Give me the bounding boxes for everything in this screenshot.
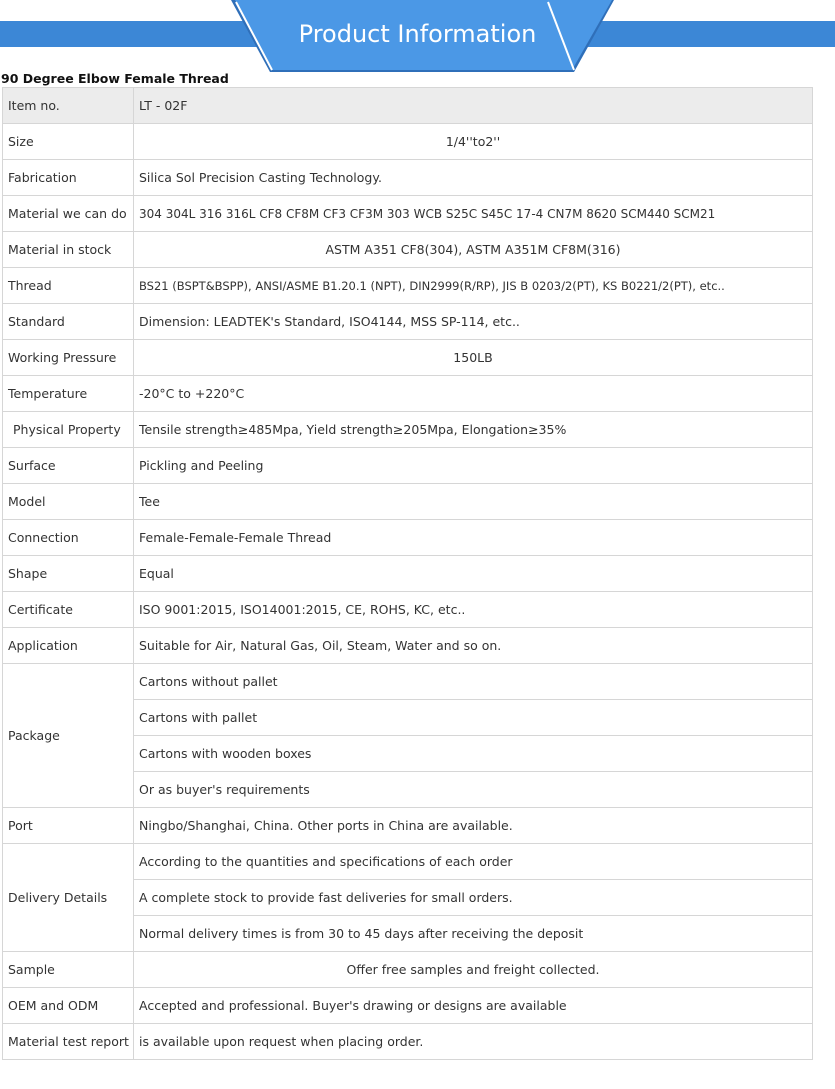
table-row — [3, 376, 813, 412]
table-row — [3, 808, 813, 844]
row-label: Physical Property — [3, 412, 134, 448]
spec-table — [2, 87, 813, 1060]
package-label: Package — [3, 664, 134, 808]
sample-label: Sample — [3, 952, 134, 988]
table-row — [3, 340, 813, 376]
table-row — [3, 448, 813, 484]
package-value: Cartons with pallet — [134, 700, 813, 736]
table-row — [3, 628, 813, 664]
package-value: Cartons with wooden boxes — [134, 736, 813, 772]
test-report-label: Material test report — [3, 1024, 134, 1060]
test-report-value: is available upon request when placing order. — [134, 1024, 813, 1060]
row-label: Material in stock — [3, 232, 134, 268]
row-label: Thread — [3, 268, 134, 304]
oem-value: Accepted and professional. Buyer's drawing or designs are available — [134, 988, 813, 1024]
row-value: ASTM A351 CF8(304), ASTM A351M CF8M(316) — [134, 232, 813, 268]
row-label: Material we can do — [3, 196, 134, 232]
row-value: LT - 02F — [134, 88, 813, 124]
table-row — [3, 556, 813, 592]
table-row — [3, 160, 813, 196]
package-value: Cartons without pallet — [134, 664, 813, 700]
port-label: Port — [3, 808, 134, 844]
row-value: ISO 9001:2015, ISO14001:2015, CE, ROHS, KC, etc.. — [134, 592, 813, 628]
row-value: Dimension: LEADTEK's Standard, ISO4144, MSS SP-114, etc.. — [134, 304, 813, 340]
row-value: BS21 (BSPT&BSPP), ANSI/ASME B1.20.1 (NPT), DIN2999(R/RP), JIS B 0203/2(PT), KS B0221/2(PT), etc.. — [134, 268, 813, 304]
table-row — [3, 664, 813, 700]
delivery-value: Normal delivery times is from 30 to 45 days after receiving the deposit — [134, 916, 813, 952]
table-row — [3, 952, 813, 988]
row-label: Working Pressure — [3, 340, 134, 376]
table-row — [3, 484, 813, 520]
table-row — [3, 844, 813, 880]
row-value: 304 304L 316 316L CF8 CF8M CF3 CF3M 303 WCB S25C S45C 17-4 CN7M 8620 SCM440 SCM21 — [134, 196, 813, 232]
table-row — [3, 304, 813, 340]
table-row — [3, 268, 813, 304]
port-value: Ningbo/Shanghai, China. Other ports in China are available. — [134, 808, 813, 844]
row-label: Model — [3, 484, 134, 520]
package-value: Or as buyer's requirements — [134, 772, 813, 808]
row-label: Item no. — [3, 88, 134, 124]
row-value: Female-Female-Female Thread — [134, 520, 813, 556]
row-label: Fabrication — [3, 160, 134, 196]
table-row — [3, 412, 813, 448]
row-value: 150LB — [134, 340, 813, 376]
row-value: -20°C to +220°C — [134, 376, 813, 412]
row-label: Application — [3, 628, 134, 664]
sample-value: Offer free samples and freight collected. — [134, 952, 813, 988]
row-value: Tensile strength≥485Mpa, Yield strength≥205Mpa, Elongation≥35% — [134, 412, 813, 448]
row-value: Silica Sol Precision Casting Technology. — [134, 160, 813, 196]
row-label: Certificate — [3, 592, 134, 628]
table-row — [3, 988, 813, 1024]
row-value: Tee — [134, 484, 813, 520]
row-label: Temperature — [3, 376, 134, 412]
row-value: 1/4''to2'' — [134, 124, 813, 160]
banner-title: Product Information — [298, 20, 537, 48]
table-row — [3, 1024, 813, 1060]
row-label: Shape — [3, 556, 134, 592]
table-row — [3, 232, 813, 268]
table-row — [3, 520, 813, 556]
delivery-value: A complete stock to provide fast deliveries for small orders. — [134, 880, 813, 916]
row-label: Connection — [3, 520, 134, 556]
product-subtitle: 90 Degree Elbow Female Thread — [1, 71, 229, 86]
row-value: Equal — [134, 556, 813, 592]
row-label: Standard — [3, 304, 134, 340]
table-row — [3, 88, 813, 124]
row-label: Surface — [3, 448, 134, 484]
oem-label: OEM and ODM — [3, 988, 134, 1024]
row-value: Suitable for Air, Natural Gas, Oil, Steam, Water and so on. — [134, 628, 813, 664]
delivery-value: According to the quantities and specifications of each order — [134, 844, 813, 880]
delivery-label: Delivery Details — [3, 844, 134, 952]
product-info-banner — [0, 0, 835, 72]
table-row — [3, 592, 813, 628]
table-row — [3, 196, 813, 232]
row-label: Size — [3, 124, 134, 160]
table-row — [3, 124, 813, 160]
row-value: Pickling and Peeling — [134, 448, 813, 484]
